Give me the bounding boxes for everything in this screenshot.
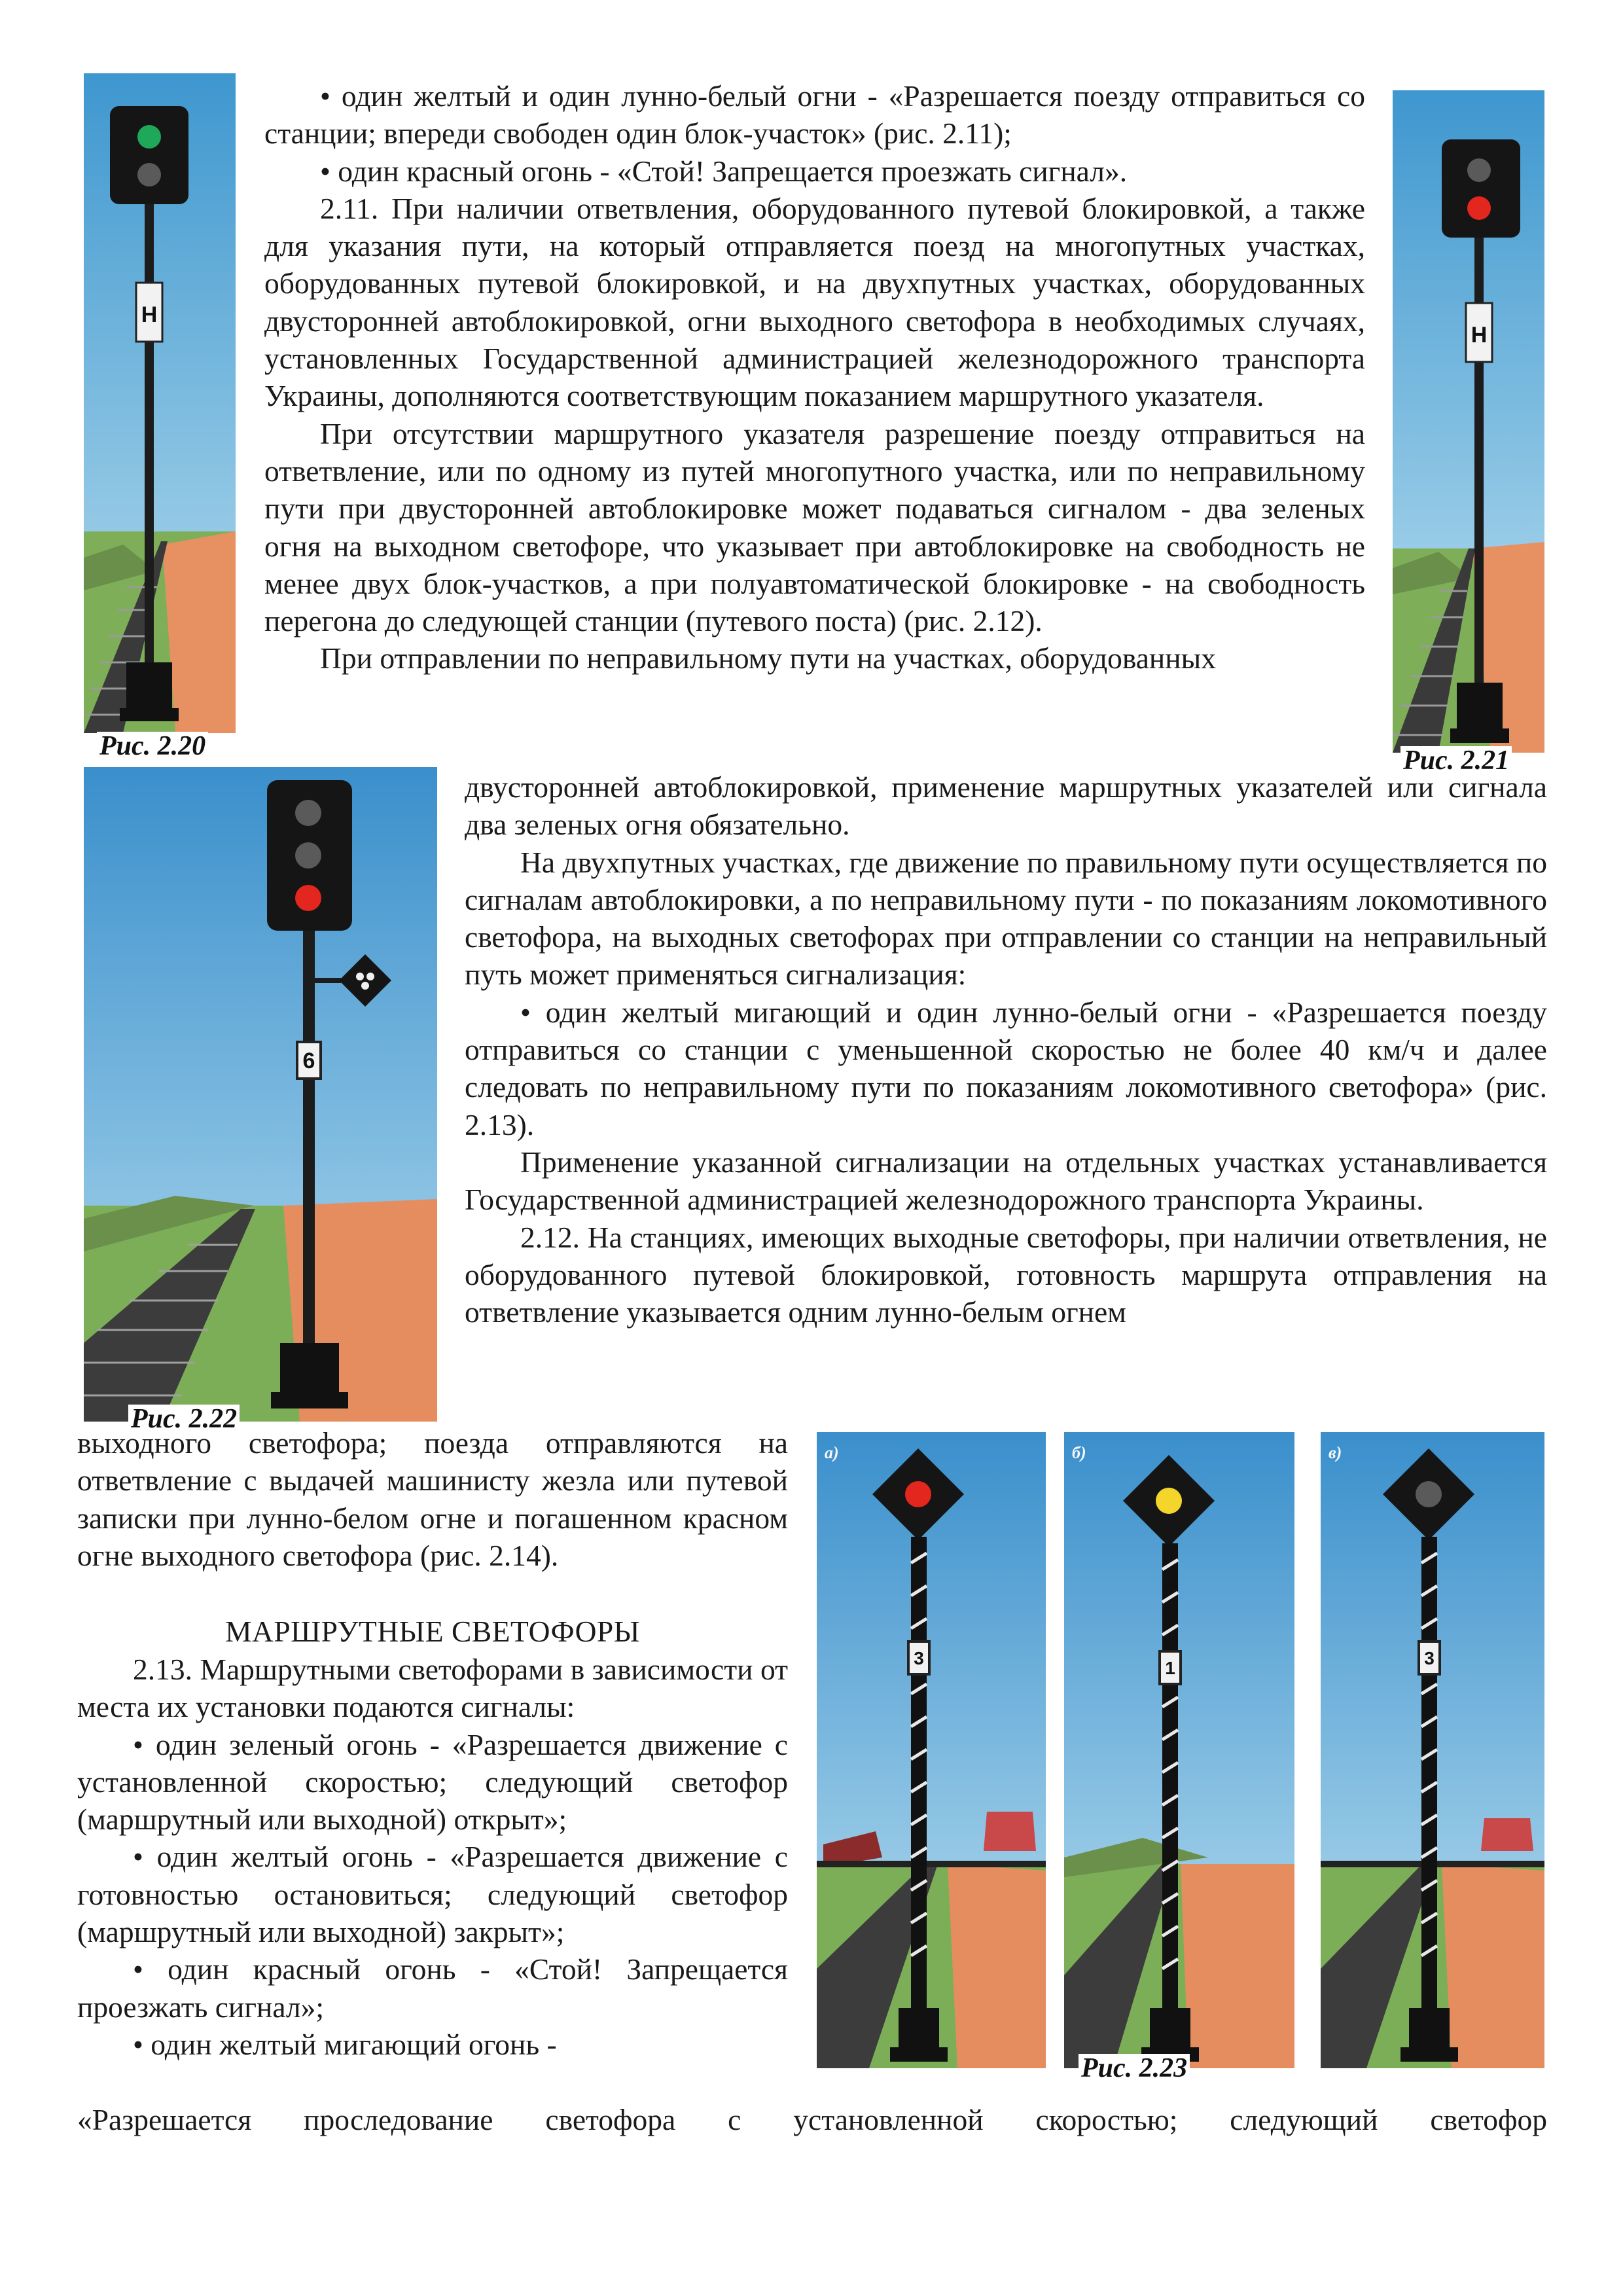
paragraph: 2.13. Маршрутными светофорами в зависимости от места их установки подаются сигналы: [77,1653,788,1724]
paragraph: • один зеленый огонь - «Разрешается движение с установленной скоростью; следующий светофор (маршрутный или выходной) открыт»; [77,1727,788,1837]
green-lamp [137,125,161,149]
text-block-lower-left [77,1424,788,1574]
caption-fig-2-23: Рис. 2.23 [1079,2054,1190,2083]
figure-2-20 [84,73,236,733]
panel-label: в) [1329,1443,1342,1462]
section-heading: МАРШРУТНЫЕ СВЕТОФОРЫ [225,1615,640,1648]
paragraph: • один красный огонь - «Стой! Запрещается проезжать сигнал»; [77,1952,788,2024]
paragraph: • один красный огонь - «Стой! Запрещается проезжать сигнал». [320,154,1128,188]
figure-2-21 [1393,90,1544,753]
red-lamp [905,1481,931,1507]
paragraph: На двухпутных участках, где движение по правильному пути осуществляется по сигналам автоблокировки, а по неправильному пути - по показаниям локомотивного светофора, на выходных светофорах при отправлении со станции на неправильный путь может применяться сигнализация: [465,845,1547,992]
paragraph: 2.12. На станциях, имеющих выходные светофоры, при наличии ответвления, не оборудованного путевой блокировкой, готовность маршрута отправления на ответвление указывается одним лунно-белым огнем [465,1220,1547,1329]
yellow-lamp [1156,1488,1182,1514]
figure-2-23-panel-c [1321,1432,1544,2068]
text-line-bottom [77,2101,1547,2138]
red-lamp [295,885,321,911]
plate-number: 1 [1165,1658,1175,1678]
paragraph: При отправлении по неправильному пути на участках, оборудованных [320,641,1216,675]
red-lamp [1467,196,1491,220]
paragraph: двусторонней автоблокировкой, применение маршрутных указателей или сигнала два зеленых огня обязательно. [465,770,1547,842]
plate-number: 6 [302,1049,315,1073]
paragraph: • один желтый и один лунно-белый огни - «Разрешается поезду отправиться со станции; впереди свободен один блок-участок» (рис. 2.11); [264,79,1365,151]
plate-letter: Н [141,302,158,327]
figure-2-23-panel-a [817,1432,1046,2068]
figure-2-23-panel-b [1064,1432,1294,2068]
caption-fig-2-21: Рис. 2.21 [1400,746,1512,775]
plate-number: 3 [1424,1648,1435,1668]
paragraph: 2.11. При наличии ответвления, оборудованного путевой блокировкой, а также для указания пути, на который отправляется поезд на многопутных участках, оборудованных путевой блокировкой, и на двухпутных участках, оборудованных двусторонней автоблокировкой, огни выходного светофора в необходимых случаях, установленных Государственной администрацией железнодорожного транспорта Украины, дополняются соответствующим показанием маршрутного указателя. [264,191,1365,413]
panel-label: а) [825,1443,839,1462]
plate-letter: Н [1471,323,1488,348]
paragraph: выходного светофора; поезда отправляются на ответвление с выдачей машинисту жезла или путевой записки при лунно-белом огне и погашенном красном огне выходного светофора (рис. 2.14). [77,1426,788,1572]
caption-fig-2-22: Рис. 2.22 [128,1405,240,1433]
paragraph: «Разрешается проследование светофора с установленной скоростью; следующий светофор [77,2103,1547,2136]
caption-fig-2-20: Рис. 2.20 [97,732,208,761]
figure-2-22 [84,767,437,1422]
paragraph: • один желтый мигающий огонь - [133,2027,557,2061]
text-block-middle [465,768,1547,1331]
text-block-top [264,77,1365,677]
paragraph: Применение указанной сигнализации на отдельных участках устанавливается Государственной администрацией железнодорожного транспорта Украины. [465,1145,1547,1217]
paragraph: • один желтый мигающий и один лунно-белый огни - «Разрешается поезду отправиться со станции с уменьшенной скоростью не более 40 км/ч и далее следовать по неправильному пути по показаниям локомотивного светофора» (рис. 2.13). [465,995,1547,1141]
panel-label: б) [1072,1443,1086,1462]
paragraph: • один желтый огонь - «Разрешается движение с готовностью остановиться; следующий светофор (маршрутный или выходной) закрыт»; [77,1840,788,1949]
plate-number: 3 [914,1648,924,1668]
text-block-section [77,1651,788,2063]
paragraph: При отсутствии маршрутного указателя разрешение поезду отправиться на ответвление, или по одному из путей многопутного участка, или по неправильному пути при двусторонней автоблокировке может подаваться сигналом - два зеленых огня на выходном светофоре, что указывает при автоблокировке на свободность не менее двух блок-участков, а при полуавтоматической блокировке - на свободность перегона до следующей станции (путевого поста) (рис. 2.12). [264,416,1365,638]
